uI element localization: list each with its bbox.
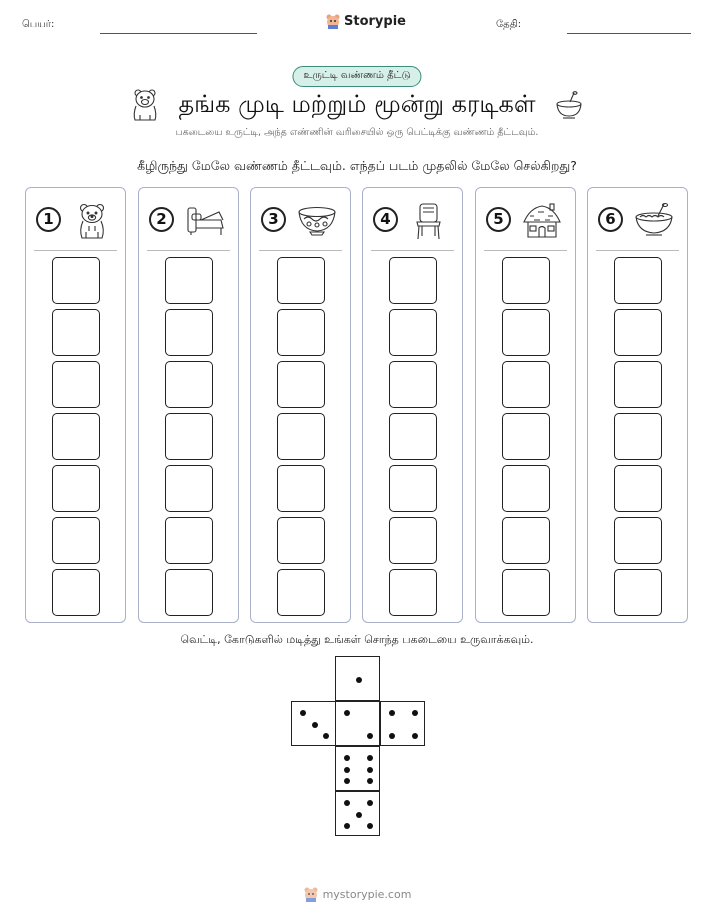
dice-pip [300, 710, 306, 716]
dice-face-2 [335, 701, 380, 746]
date-label: தேதி: [496, 19, 522, 30]
color-box[interactable] [52, 465, 100, 512]
color-box[interactable] [614, 361, 662, 408]
brand-logo [325, 13, 406, 29]
color-box[interactable] [502, 413, 550, 460]
color-box[interactable] [614, 569, 662, 616]
name-line[interactable] [100, 33, 257, 34]
footer [0, 886, 714, 902]
instruction: கீழிருந்து மேலே வண்ணம் தீட்டவும். எந்தப் படம் முதலில் மேலே செல்கிறது? [137, 158, 577, 173]
color-box[interactable] [165, 517, 213, 564]
dice-pip [356, 677, 362, 683]
color-box[interactable] [614, 517, 662, 564]
dice-pip [323, 733, 329, 739]
dice-pip [367, 800, 373, 806]
color-box[interactable] [165, 309, 213, 356]
dice-pip [367, 823, 373, 829]
color-box[interactable] [52, 569, 100, 616]
color-box[interactable] [277, 569, 325, 616]
dice-pip [412, 733, 418, 739]
column-3 [250, 187, 351, 623]
color-box[interactable] [502, 569, 550, 616]
column-number: 1 [36, 207, 61, 232]
color-box[interactable] [502, 309, 550, 356]
column-header [251, 202, 350, 240]
dice-pip [367, 733, 373, 739]
page-subtitle: பகடையை உருட்டி, அந்த எண்ணின் வரிசையில் ஒரு பெட்டிக்கு வண்ணம் தீட்டவும். [175, 127, 539, 138]
column-6 [587, 187, 688, 623]
dice-pip [344, 767, 350, 773]
color-box[interactable] [52, 309, 100, 356]
bear-icon [70, 202, 114, 240]
color-box[interactable] [389, 361, 437, 408]
dice-pip [367, 755, 373, 761]
dice-pip [344, 823, 350, 829]
column-divider [259, 250, 342, 251]
dice-pip [367, 778, 373, 784]
column-1 [25, 187, 126, 623]
dice-pip [367, 767, 373, 773]
color-box[interactable] [165, 465, 213, 512]
color-box[interactable] [502, 257, 550, 304]
column-4 [362, 187, 463, 623]
dice-pip [389, 710, 395, 716]
color-box[interactable] [277, 257, 325, 304]
dice-pip [344, 755, 350, 761]
color-box[interactable] [389, 465, 437, 512]
color-box[interactable] [165, 413, 213, 460]
dice-pip [412, 710, 418, 716]
column-number: 3 [261, 207, 286, 232]
column-header [588, 202, 687, 240]
color-box[interactable] [52, 361, 100, 408]
column-number: 5 [486, 207, 511, 232]
color-box[interactable] [614, 413, 662, 460]
color-box[interactable] [277, 465, 325, 512]
dice-face-1 [335, 656, 380, 701]
dice-face-3 [291, 701, 336, 746]
column-divider [484, 250, 567, 251]
color-box[interactable] [277, 517, 325, 564]
dice-pip [356, 812, 362, 818]
bowl-icon [295, 202, 339, 240]
footer-url[interactable]: mystorypie.com [322, 887, 412, 901]
color-box[interactable] [502, 465, 550, 512]
color-box[interactable] [165, 569, 213, 616]
cut-instruction: வெட்டி, கோடுகளில் மடித்து உங்கள் சொந்த பகடையை உருவாக்கவும். [180, 633, 534, 646]
dice-face-6 [335, 746, 380, 791]
color-box[interactable] [502, 517, 550, 564]
column-number: 6 [598, 207, 623, 232]
color-box[interactable] [389, 257, 437, 304]
storypie-mascot-icon [325, 13, 341, 29]
color-box[interactable] [277, 413, 325, 460]
color-box[interactable] [277, 361, 325, 408]
color-box[interactable] [52, 257, 100, 304]
brand-name: Storypie [344, 13, 406, 29]
column-divider [596, 250, 679, 251]
column-header [139, 202, 238, 240]
activity-badge: உருட்டி வண்ணம் தீட்டு [292, 66, 421, 87]
dice-pip [344, 778, 350, 784]
color-box[interactable] [52, 413, 100, 460]
color-box[interactable] [389, 413, 437, 460]
title-row [0, 88, 714, 122]
column-header [476, 202, 575, 240]
color-box[interactable] [502, 361, 550, 408]
cottage-icon [520, 202, 564, 240]
chair-icon [407, 202, 451, 240]
column-2 [138, 187, 239, 623]
column-divider [147, 250, 230, 251]
bear-icon [130, 88, 160, 122]
date-line[interactable] [567, 33, 691, 34]
dice-pip [389, 733, 395, 739]
dice-face-5 [335, 791, 380, 836]
column-header [26, 202, 125, 240]
page-title: தங்க முடி மற்றும் மூன்று கரடிகள் [178, 89, 536, 118]
dice-pip [312, 722, 318, 728]
name-label: பெயர்: [22, 19, 55, 30]
color-box[interactable] [277, 309, 325, 356]
color-box[interactable] [389, 309, 437, 356]
dice-face-4 [380, 701, 425, 746]
color-box[interactable] [165, 361, 213, 408]
storypie-mascot-icon [303, 886, 319, 902]
porridge-bowl-icon [554, 90, 584, 120]
column-divider [34, 250, 117, 251]
column-number: 4 [373, 207, 398, 232]
column-5 [475, 187, 576, 623]
bed-icon [183, 202, 227, 240]
color-box[interactable] [389, 517, 437, 564]
column-divider [371, 250, 454, 251]
color-box[interactable] [389, 569, 437, 616]
column-header [363, 202, 462, 240]
color-box[interactable] [614, 309, 662, 356]
color-box[interactable] [614, 465, 662, 512]
porridge-icon [632, 202, 676, 240]
dice-pip [344, 710, 350, 716]
column-number: 2 [149, 207, 174, 232]
color-box[interactable] [165, 257, 213, 304]
color-box[interactable] [52, 517, 100, 564]
color-box[interactable] [614, 257, 662, 304]
dice-pip [344, 800, 350, 806]
